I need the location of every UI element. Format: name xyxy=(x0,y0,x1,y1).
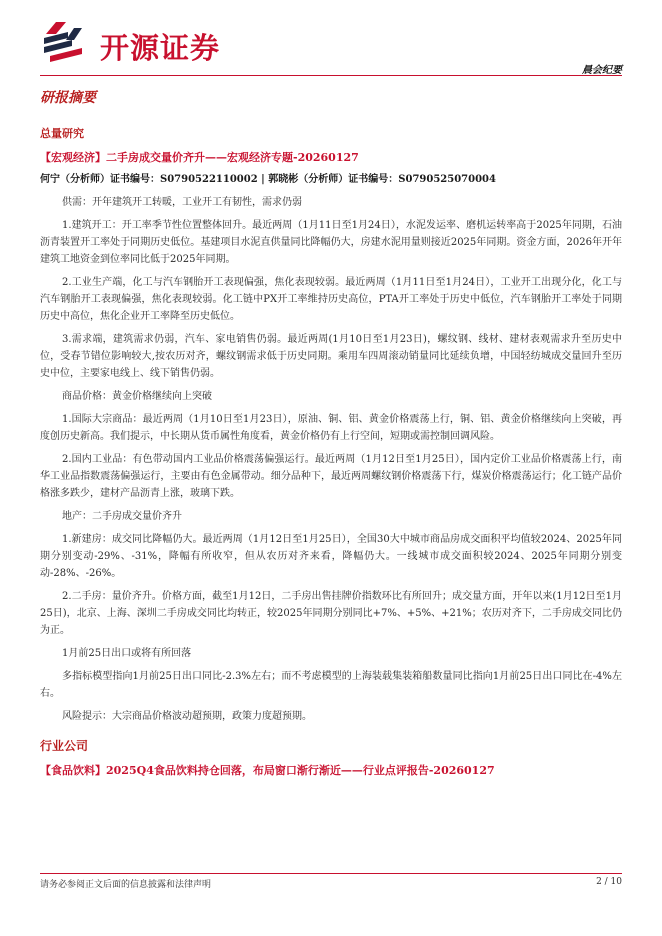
header-divider xyxy=(40,75,622,76)
paragraph-construction: 1.建筑开工：开工率季节性位置整体回升。最近两周（1月11日至1月24日），水泥发运率、磨机运转率高于2025年同期，石油沥青装置开工率处于同期历史低位。基建项目水泥直供量同比降幅仍大，房建水泥用量则接近2025年同期。资金方面，2026年开年建筑工地资金到位率同比低于2025年同期。 xyxy=(40,220,622,265)
report-authors: 何宁（分析师）证书编号：S0790522110002 | 郭晓彬（分析师）证书编号：S0790525070004 xyxy=(40,174,496,185)
brand-name: 开源证券 xyxy=(100,31,221,65)
company-logo-icon xyxy=(42,20,86,66)
main-content xyxy=(40,88,622,779)
footer-divider xyxy=(40,873,622,874)
section-title: 研报摘要 xyxy=(40,90,96,106)
footer-disclaimer: 请务必参阅正文后面的信息披露和法律声明 xyxy=(40,880,212,890)
paragraph-intl-commodities: 1.国际大宗商品：最近两周（1月10日至1月23日），原油、铜、铝、黄金价格震荡上行，铜、铝、黄金价格继续向上突破，再度创历史新高。我们提示，中长期从货币属性角度看，黄金价格仍有上行空间，短期或需控制回调风险。 xyxy=(40,414,622,442)
paragraph-new-homes: 1.新建房：成交同比降幅仍大。最近两周（1月12日至1月25日），全国30大中城市商品房成交面积平均值较2024、2025年同期分别变动-29%、-31%，降幅有所收窄，但从农历对齐来看，降幅仍大。一线城市成交面积较2024、2025年同期分别变动-28%、-26%。 xyxy=(40,534,622,579)
paragraph-prices-heading: 商品价格：黄金价格继续向上突破 xyxy=(62,391,212,402)
page-number: 2 / 10 xyxy=(596,877,622,887)
paragraph-demand: 3.需求端，建筑需求仍弱，汽车、家电销售仍弱。最近两周(1月10日至1月23日)，螺纹钢、线材、建材表观需求升至历史中位，受春节错位影响较大,按农历对齐，螺纹钢需求低于历史同期。乘用车四周滚动销量同比延续负增，中国轻纺城成交量回升至历史中位，主要家电线上、线下销售仍弱。 xyxy=(40,334,622,379)
paragraph-industrial: 2.工业生产端，化工与汽车钢胎开工表现偏强，焦化表现较弱。最近两周（1月11日至1月24日），工业开工出现分化，化工与汽车钢胎开工表现偏强，焦化表现较弱。化工链中PX开工率维持历史高位，PTA开工率处于历史中低位，汽车钢胎开工率处于同期历史中高位，焦化企业开工率降至历史低位。 xyxy=(40,277,622,322)
paragraph-domestic-industrial: 2.国内工业品：有色带动国内工业品价格震荡偏强运行。最近两周（1月12日至1月25日），国内定价工业品价格震荡上行，南华工业品指数震荡偏强运行，主要由有色金属带动。细分品种下，最近两周螺纹钢价格震荡下行，煤炭价格震荡运行；化工链产品价格涨多跌少，建材产品沥青上涨，玻璃下跌。 xyxy=(40,454,622,499)
paragraph-risk: 风险提示：大宗商品价格波动超预期，政策力度超预期。 xyxy=(62,711,312,722)
paragraph-exports: 多指标模型指向1月前25日出口同比-2.3%左右；而不考虑模型的上海装载集装箱船数量同比指向1月前25日出口同比在-4%左右。 xyxy=(40,671,622,699)
report-title-food[interactable]: 【食品饮料】2025Q4食品饮料持仓回落，布局窗口渐行渐近——行业点评报告-20260127 xyxy=(40,764,495,777)
section2-title: 行业公司 xyxy=(40,739,89,753)
paragraph-second-hand: 2.二手房：量价齐升。价格方面，截至1月12日，二手房出售挂牌价指数环比有所回升；成交量方面，开年以来(1月12日至1月25日)，北京、上海、深圳二手房成交同比均转正，较2025年同期分别同比+7%、+5%、+21%；农历对齐下，二手房成交同比仍为正。 xyxy=(40,591,622,636)
document-type: 晨会纪要 xyxy=(582,65,622,76)
subsection-title: 总量研究 xyxy=(40,127,84,140)
paragraph-property-heading: 地产：二手房成交量价齐升 xyxy=(62,511,182,522)
report-title-macro[interactable]: 【宏观经济】二手房成交量价齐升——宏观经济专题-20260127 xyxy=(40,151,359,164)
paragraph-supply-demand: 供需：开年建筑开工转暖，工业开工有韧性，需求仍弱 xyxy=(62,197,302,208)
paragraph-exports-heading: 1月前25日出口或将有所回落 xyxy=(62,648,192,659)
page-header xyxy=(40,14,622,76)
